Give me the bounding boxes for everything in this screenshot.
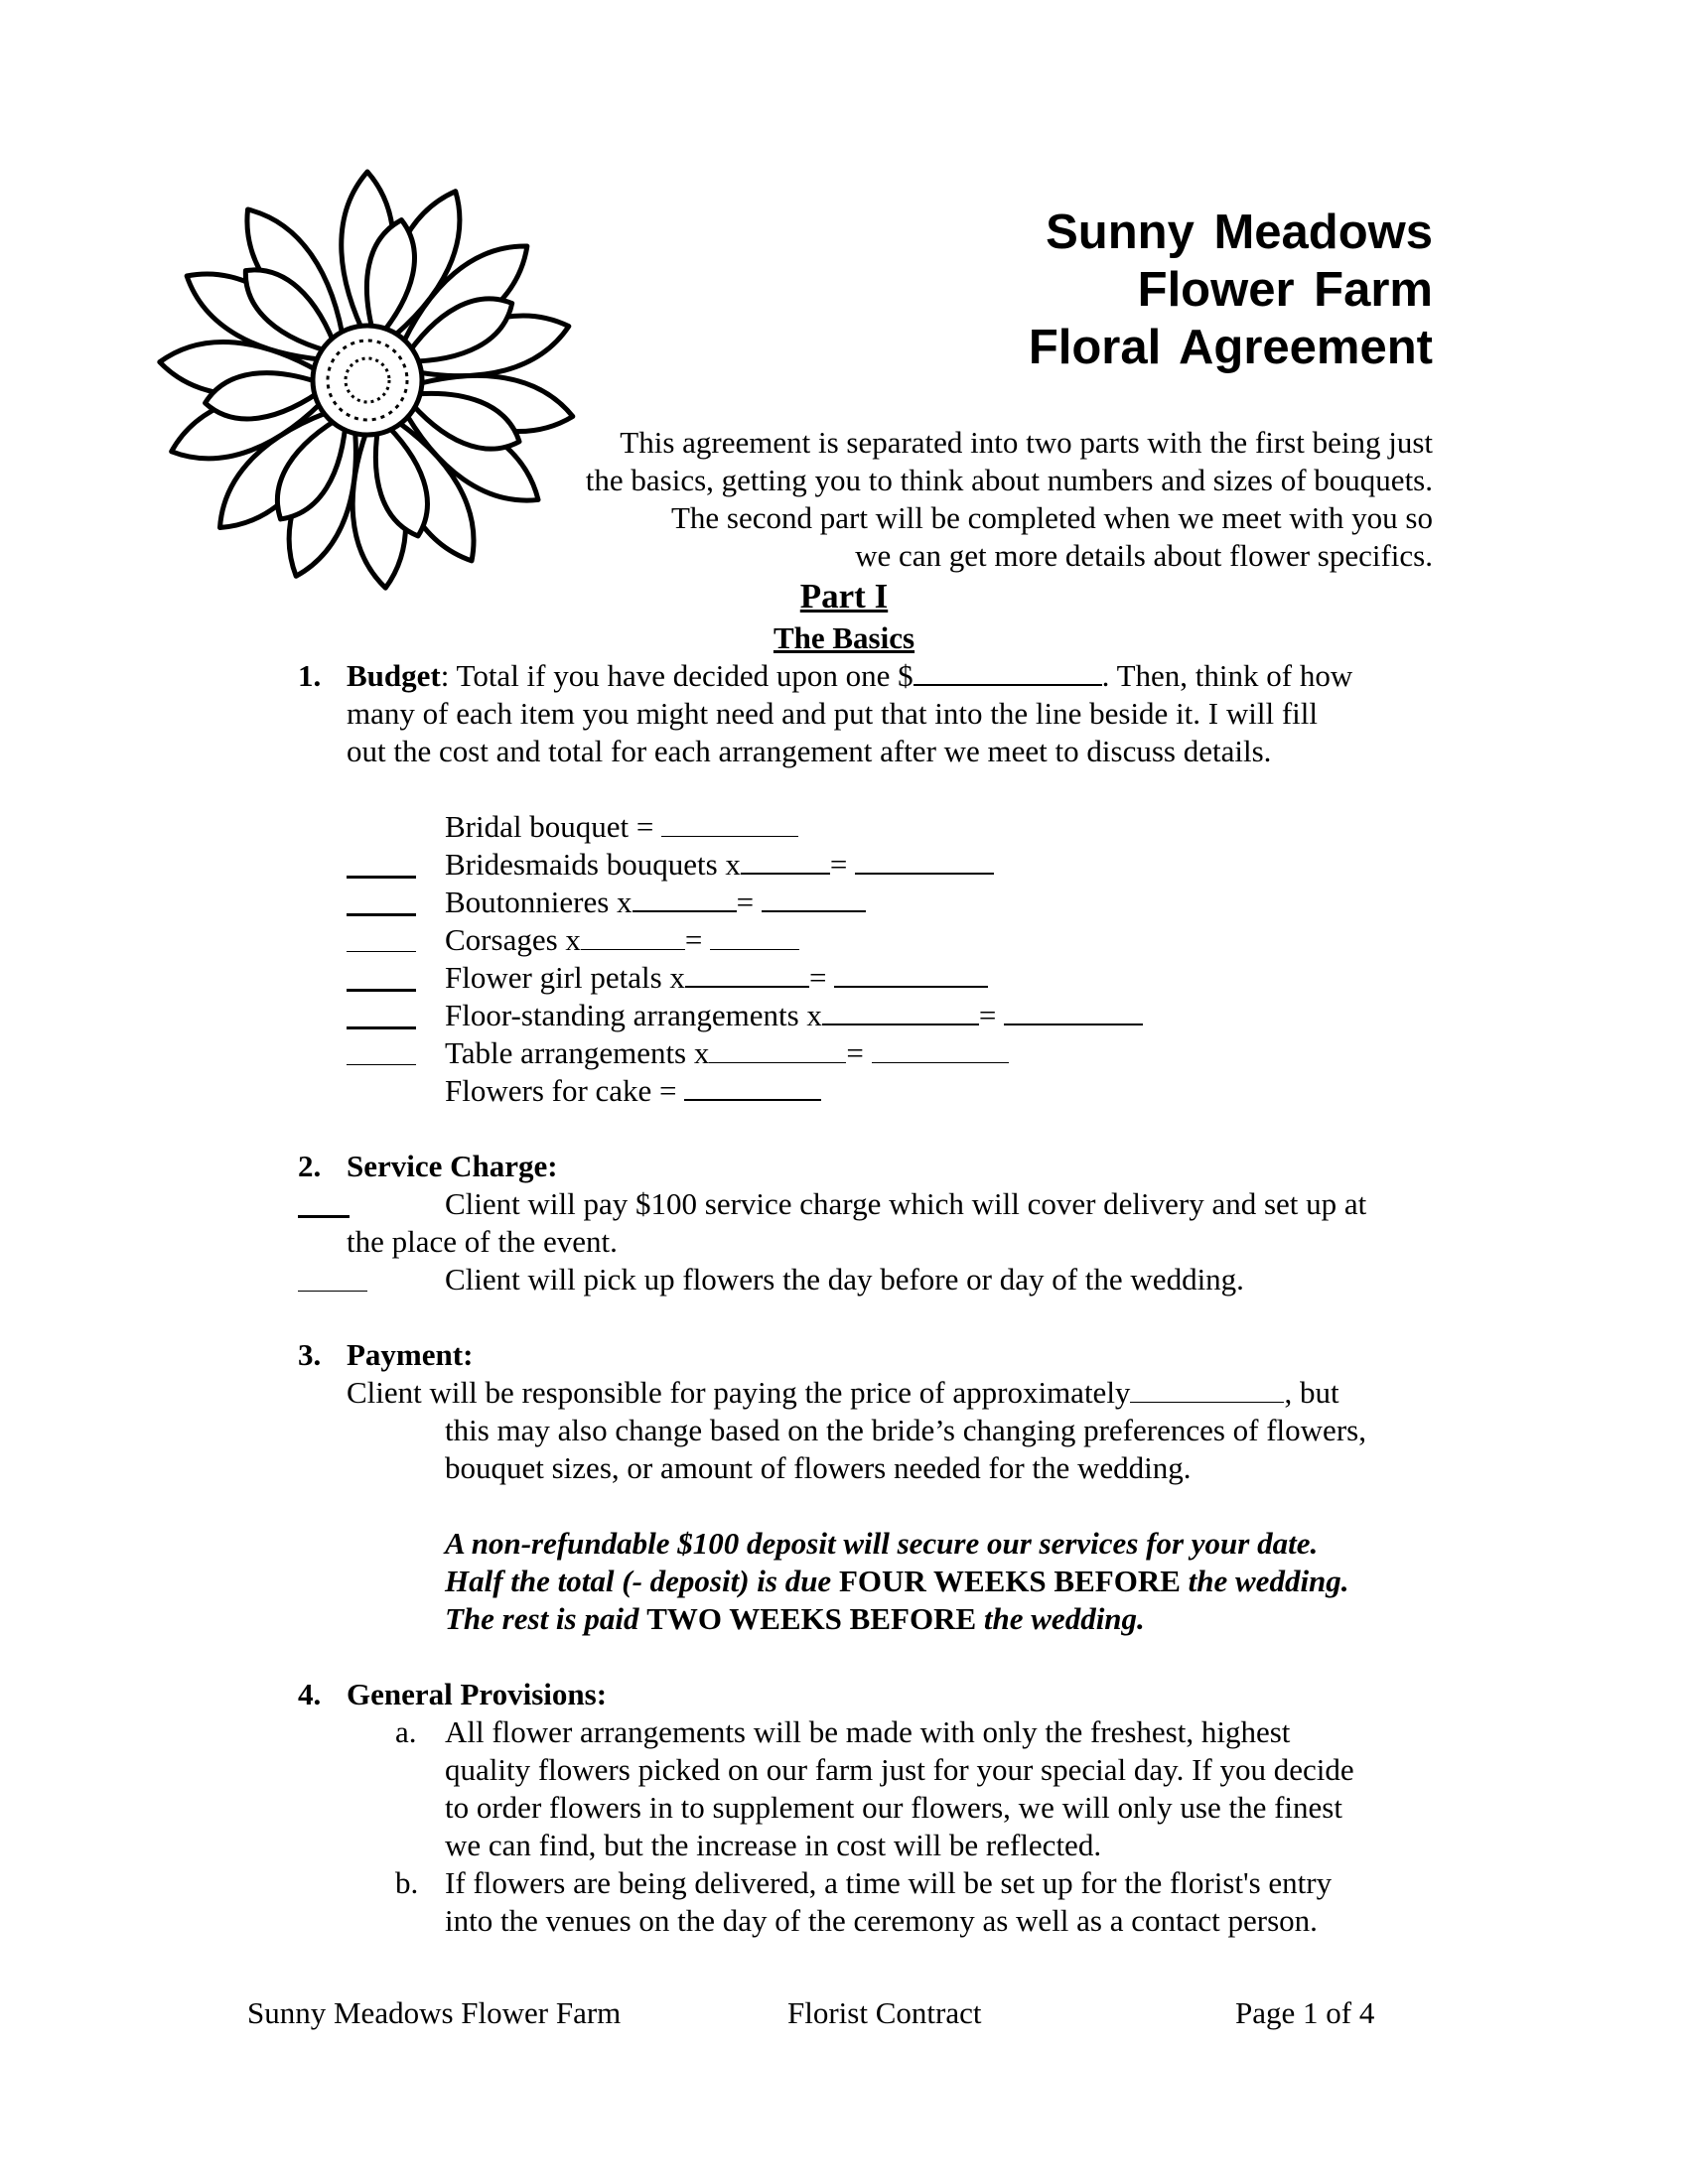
footer-document-type: Florist Contract <box>787 1995 982 2030</box>
service-number: 2. <box>298 1149 322 1183</box>
intro-paragraph <box>586 424 1433 575</box>
provision-a-marker: a. <box>395 1714 417 1749</box>
title-line-2: Flower Farm <box>1137 263 1433 317</box>
flower-illustration <box>99 167 626 633</box>
footer-page-number: Page 1 of 4 <box>1235 1995 1375 2030</box>
item-floor-standing <box>445 997 1143 1034</box>
provision-a-line-1: All flower arrangements will be made with only the freshest, highest <box>445 1714 1291 1749</box>
payment-line-3: bouquet sizes, or amount of flowers needed for the wedding. <box>445 1450 1192 1485</box>
corsages-count-field[interactable] <box>581 927 685 950</box>
table-count-field[interactable] <box>709 1040 846 1063</box>
provision-b-line-2: into the venues on the day of the ceremony as well as a contact person. <box>445 1903 1318 1938</box>
petals-total-field[interactable] <box>834 964 988 988</box>
payment-number: 3. <box>298 1337 322 1372</box>
payment-amount-field[interactable] <box>1130 1380 1284 1403</box>
item-label: Flower girl petals x <box>445 960 685 995</box>
half-text-a: Half the total (- deposit) is due <box>445 1564 839 1598</box>
provision-b-line-1: If flowers are being delivered, a time will be set up for the florist's entry <box>445 1865 1333 1900</box>
payment-line-1 <box>347 1374 1339 1412</box>
bridesmaids-qty-field[interactable] <box>347 846 416 879</box>
cake-total-field[interactable] <box>684 1077 821 1101</box>
payment-heading: Payment: <box>347 1337 474 1372</box>
service-pickup-checkbox[interactable] <box>298 1261 367 1292</box>
corsages-total-field[interactable] <box>710 927 799 950</box>
item-boutonnieres <box>445 884 866 921</box>
item-label: Bridesmaids bouquets x <box>445 847 741 882</box>
budget-line-3: out the cost and total for each arrangement after we meet to discuss details. <box>347 734 1272 768</box>
service-heading: Service Charge: <box>347 1149 558 1183</box>
floor-count-field[interactable] <box>822 1002 979 1025</box>
bridesmaids-count-field[interactable] <box>741 851 830 875</box>
table-total-field[interactable] <box>872 1040 1009 1063</box>
part-subtitle: The Basics <box>773 620 915 655</box>
part-heading: Part I <box>799 577 889 615</box>
service-option-2: Client will pick up flowers the day before or day of the wedding. <box>445 1262 1244 1297</box>
title-line-3: Floral Agreement <box>1028 321 1433 374</box>
budget-section <box>298 657 321 695</box>
bridesmaids-total-field[interactable] <box>855 851 994 875</box>
item-label: Table arrangements x <box>445 1035 710 1070</box>
rest-text-a: The rest is paid <box>445 1601 647 1636</box>
equals-sign: = <box>829 847 848 882</box>
budget-line-2: many of each item you might need and put that into the line beside it. I will fill <box>347 696 1318 731</box>
half-due-notice <box>445 1563 1349 1600</box>
provisions-number: 4. <box>298 1677 322 1711</box>
provision-a-line-3: to order flowers in to supplement our flowers, we will only use the finest <box>445 1790 1342 1825</box>
footer-company: Sunny Meadows Flower Farm <box>247 1995 622 2030</box>
half-text-c: the wedding. <box>1180 1564 1349 1598</box>
item-bridal-bouquet <box>445 808 798 846</box>
table-qty-field[interactable] <box>347 1034 416 1065</box>
boutonnieres-total-field[interactable] <box>762 888 866 912</box>
budget-text-a: : Total if you have decided upon one $ <box>440 658 914 693</box>
item-corsages <box>445 921 799 959</box>
item-label: Bridal bouquet = <box>445 809 654 844</box>
deposit-notice: A non-refundable $100 deposit will secure our services for your date. <box>445 1526 1319 1561</box>
item-label: Floor-standing arrangements x <box>445 998 822 1032</box>
corsages-qty-field[interactable] <box>347 921 416 952</box>
service-delivery-checkbox[interactable] <box>298 1185 350 1218</box>
payment-line-2: this may also change based on the bride’s changing preferences of flowers, <box>445 1413 1366 1447</box>
item-label: Flowers for cake = <box>445 1073 677 1108</box>
floor-qty-field[interactable] <box>347 997 416 1029</box>
budget-line-1 <box>347 657 1352 695</box>
intro-line-3: The second part will be completed when we meet with you so <box>670 500 1433 535</box>
budget-label: Budget <box>347 658 441 693</box>
intro-line-1: This agreement is separated into two parts with the first being just <box>620 425 1433 460</box>
equals-sign: = <box>684 922 703 957</box>
floor-total-field[interactable] <box>1004 1002 1143 1025</box>
budget-text-b: . Then, think of how <box>1101 658 1353 693</box>
equals-sign: = <box>736 885 755 919</box>
rest-due-notice <box>445 1600 1145 1638</box>
document-title <box>1029 204 1433 376</box>
item-flower-girl-petals <box>445 959 988 997</box>
service-option-1-line-1: Client will pay $100 service charge which will cover delivery and set up at <box>445 1186 1367 1221</box>
item-label: Corsages x <box>445 922 581 957</box>
boutonnieres-count-field[interactable] <box>633 888 737 912</box>
payment-text-b: , but <box>1284 1375 1339 1410</box>
item-label: Boutonnieres x <box>445 885 633 919</box>
provision-b-marker: b. <box>395 1865 419 1900</box>
equals-sign: = <box>808 960 827 995</box>
provision-a-line-2: quality flowers picked on our farm just for your special day. If you decide <box>445 1752 1354 1787</box>
petals-count-field[interactable] <box>685 964 809 988</box>
half-text-b: FOUR WEEKS BEFORE <box>838 1564 1181 1598</box>
intro-line-2: the basics, getting you to think about numbers and sizes of bouquets. <box>585 463 1433 497</box>
intro-line-4: we can get more details about flower specifics. <box>855 538 1433 573</box>
provision-a-line-4: we can find, but the increase in cost will be reflected. <box>445 1828 1102 1862</box>
equals-sign: = <box>978 998 997 1032</box>
title-line-1: Sunny Meadows <box>1046 205 1433 259</box>
service-option-1-line-2: the place of the event. <box>347 1224 618 1259</box>
provisions-heading: General Provisions: <box>347 1677 608 1711</box>
boutonnieres-qty-field[interactable] <box>347 884 416 916</box>
payment-text-a: Client will be responsible for paying the price of approximately <box>347 1375 1131 1410</box>
bridal-total-field[interactable] <box>661 814 798 837</box>
rest-text-c: the wedding. <box>976 1601 1145 1636</box>
budget-total-field[interactable] <box>914 662 1102 686</box>
item-bridesmaids <box>445 846 994 884</box>
rest-text-b: TWO WEEKS BEFORE <box>646 1601 977 1636</box>
equals-sign: = <box>846 1035 864 1070</box>
item-flowers-for-cake <box>445 1072 821 1110</box>
item-table-arrangements <box>445 1034 1009 1072</box>
petals-qty-field[interactable] <box>347 959 416 992</box>
budget-number: 1. <box>298 658 322 693</box>
